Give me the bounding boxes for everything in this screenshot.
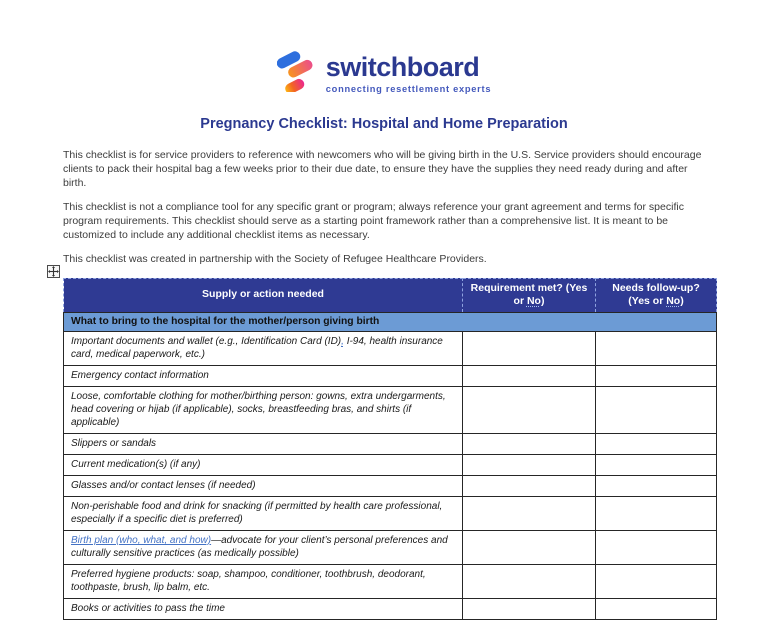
needs-followup-cell[interactable] bbox=[596, 331, 717, 365]
supply-cell bbox=[64, 530, 463, 564]
switchboard-logo-icon bbox=[277, 50, 317, 97]
supply-cell bbox=[64, 564, 463, 598]
needs-followup-cell[interactable] bbox=[596, 530, 717, 564]
table-move-handle-icon[interactable] bbox=[47, 265, 60, 278]
text-segment: Requirement met? (Yes or bbox=[470, 281, 588, 308]
text-segment: Preferred hygiene products: soap, shampoo, conditioner, toothbrush, deodorant, toothpaste, brush, lip balm, etc. bbox=[71, 568, 426, 593]
table-row bbox=[64, 433, 717, 454]
text-segment: ) bbox=[540, 295, 545, 308]
needs-followup-cell[interactable] bbox=[596, 433, 717, 454]
text-segment: ) bbox=[680, 295, 684, 308]
needs-followup-cell[interactable] bbox=[596, 564, 717, 598]
table-row bbox=[64, 475, 717, 496]
supply-cell bbox=[64, 331, 463, 365]
text-segment: Glasses and/or contact lenses (if needed) bbox=[71, 479, 256, 491]
revision-mark-comma: , bbox=[341, 335, 344, 347]
text-segment: No bbox=[526, 295, 541, 308]
requirement-met-cell[interactable] bbox=[463, 454, 596, 475]
intro-paragraph-3: This checklist was created in partnership with the Society of Refugee Healthcare Providers. bbox=[63, 252, 487, 265]
header-supply bbox=[64, 278, 463, 312]
needs-followup-cell[interactable] bbox=[596, 386, 717, 433]
supply-cell bbox=[64, 454, 463, 475]
requirement-met-cell[interactable] bbox=[463, 475, 596, 496]
table-row bbox=[64, 530, 717, 564]
header-requirement-met bbox=[463, 278, 596, 312]
header-needs-followup bbox=[596, 278, 717, 312]
text-segment: Current medication(s) (if any) bbox=[71, 458, 201, 470]
needs-followup-cell[interactable] bbox=[596, 365, 717, 386]
supply-cell bbox=[64, 365, 463, 386]
supply-cell bbox=[64, 496, 463, 530]
text-segment: Supply or action needed bbox=[202, 288, 324, 301]
text-segment: Non-perishable food and drink for snacking (if permitted by health care professional, especially if a specific diet is preferred) bbox=[71, 500, 443, 525]
needs-followup-cell[interactable] bbox=[596, 475, 717, 496]
switchboard-logo bbox=[0, 0, 768, 97]
text-segment: —advocate for your client’s personal preferences and culturally sensitive practices (as medically possible) bbox=[71, 534, 448, 559]
requirement-met-cell[interactable] bbox=[463, 598, 596, 619]
supply-cell bbox=[64, 433, 463, 454]
table-row bbox=[64, 598, 717, 619]
logo-wordmark: switchboard bbox=[325, 51, 480, 82]
table-row bbox=[64, 564, 717, 598]
intro-paragraph-1: This checklist is for service providers to reference with newcomers who will be giving birth in the U.S. Service providers should encourage clients to pack their hospital bag a few weeks prior to their due date, to ensure they have the supplies they need ready during and after birth. bbox=[63, 149, 702, 189]
text-segment: I-94, health insurance card, medical paperwork, etc.) bbox=[71, 335, 443, 360]
needs-followup-cell[interactable] bbox=[596, 496, 717, 530]
needs-followup-cell[interactable] bbox=[596, 454, 717, 475]
needs-followup-cell[interactable] bbox=[596, 598, 717, 619]
text-segment: Loose, comfortable clothing for mother/birthing person: gowns, extra undergarments, head covering or hijab (if applicable), socks, breastfeeding bras, and shirts (if applicable) bbox=[71, 390, 446, 428]
table-row bbox=[64, 496, 717, 530]
requirement-met-cell[interactable] bbox=[463, 530, 596, 564]
page-title: Pregnancy Checklist: Hospital and Home Preparation bbox=[200, 116, 568, 132]
requirement-met-cell[interactable] bbox=[463, 564, 596, 598]
section-header-cell: What to bring to the hospital for the mother/person giving birth bbox=[64, 312, 717, 331]
supply-cell bbox=[64, 386, 463, 433]
text-segment: Emergency contact information bbox=[71, 369, 209, 381]
supply-cell bbox=[64, 475, 463, 496]
table-row bbox=[64, 386, 717, 433]
birth-plan-link[interactable]: Birth plan (who, what, and how) bbox=[71, 534, 212, 546]
requirement-met-cell[interactable] bbox=[463, 331, 596, 365]
checklist-table-container bbox=[63, 278, 716, 620]
requirement-met-cell[interactable] bbox=[463, 386, 596, 433]
pregnancy-checklist-table bbox=[63, 278, 717, 620]
requirement-met-cell[interactable] bbox=[463, 433, 596, 454]
table-row bbox=[64, 454, 717, 475]
text-segment: Important documents and wallet (e.g., Identification Card (ID) bbox=[71, 335, 342, 347]
table-row bbox=[64, 331, 717, 365]
supply-cell bbox=[64, 598, 463, 619]
intro-paragraph-2: This checklist is not a compliance tool for any specific grant or program; always reference your grant agreement and terms for specific program requirements. This checklist should serve as a starting point framework rather than a comprehensive list. It is meant to be customized to include any additional checklist items as necessary. bbox=[63, 200, 684, 241]
text-segment: No bbox=[666, 295, 681, 308]
text-segment: Books or activities to pass the time bbox=[71, 602, 225, 614]
table-header-row bbox=[64, 278, 717, 312]
text-segment: Slippers or sandals bbox=[71, 437, 157, 449]
logo-tagline: connecting resettlement experts bbox=[325, 83, 492, 94]
table-row bbox=[64, 365, 717, 386]
requirement-met-cell[interactable] bbox=[463, 365, 596, 386]
requirement-met-cell[interactable] bbox=[463, 496, 596, 530]
text-segment: Needs follow-up? (Yes or bbox=[612, 281, 700, 308]
intro-text bbox=[0, 149, 768, 267]
section-header-row bbox=[64, 312, 717, 331]
checklist-rows bbox=[64, 312, 717, 619]
